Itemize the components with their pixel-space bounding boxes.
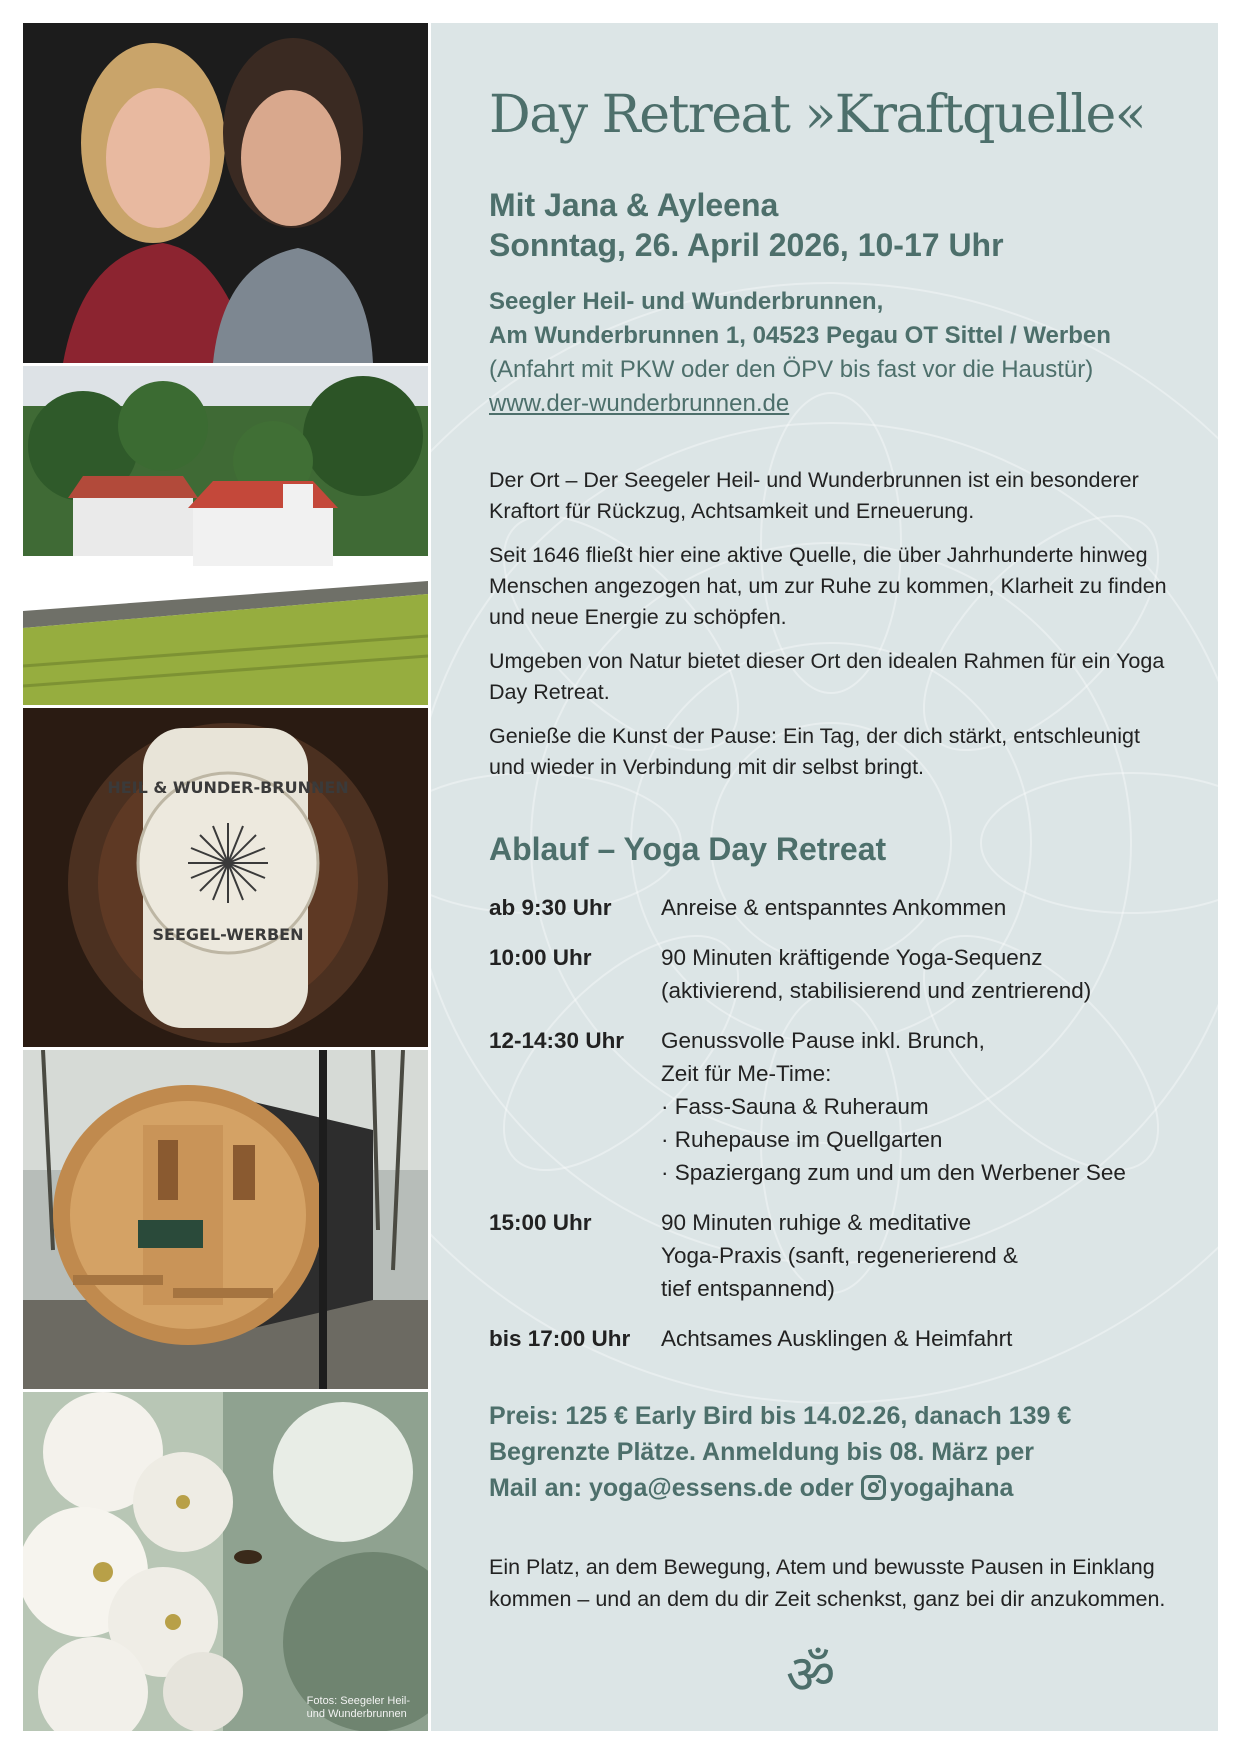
instagram-handle[interactable]: yogajhana xyxy=(889,1474,1014,1502)
contact-email[interactable]: Mail an: yoga@essens.de oder xyxy=(489,1474,854,1502)
travel-note: (Anfahrt mit PKW oder den ÖPV bis fast vor die Haustür) xyxy=(489,356,1094,383)
description xyxy=(489,465,1179,796)
instagram-icon xyxy=(861,1475,886,1500)
venue-name: Seegler Heil- und Wunderbrunnen, xyxy=(489,288,884,315)
schedule-desc xyxy=(661,941,1209,1007)
photo-bottle-stamp xyxy=(23,708,428,1047)
schedule-line: Yoga-Praxis (sanft, regenerierend & xyxy=(661,1243,1018,1268)
paragraph: Seit 1646 fließt hier eine aktive Quelle, die über Jahrhunderte hinweg Menschen angezogen hat, um zur Ruhe zu kommen, Klarheit zu finden und neue Energie zu schöpfen. xyxy=(489,543,1167,629)
schedule-line: Genussvolle Pause inkl. Brunch, xyxy=(661,1028,985,1053)
schedule-desc xyxy=(661,891,1209,924)
hosts-line: Mit Jana & Ayleena xyxy=(489,187,779,223)
schedule-line: · Spaziergang zum und um den Werbener See xyxy=(661,1160,1126,1185)
price-block xyxy=(489,1398,1071,1506)
photo-credit-line2: und Wunderbrunnen xyxy=(306,1708,407,1720)
schedule-desc xyxy=(661,1206,1209,1305)
schedule-line: 90 Minuten ruhige & meditative xyxy=(661,1210,972,1235)
photo-white-flowers xyxy=(23,1392,428,1731)
schedule-line: (aktivierend, stabilisierend und zentrierend) xyxy=(661,978,1092,1003)
schedule-line: 90 Minuten kräftigende Yoga-Sequenz xyxy=(661,945,1043,970)
stamp-text-top: HEIL & WUNDER-BRUNNEN xyxy=(107,778,349,797)
page-title: Day Retreat »Kraftquelle« xyxy=(489,85,1146,145)
price-line: Preis: 125 € Early Bird bis 14.02.26, danach 139 € xyxy=(489,1402,1072,1430)
photo-barrel-sauna xyxy=(23,1050,428,1389)
schedule-time: 15:00 Uhr xyxy=(489,1210,592,1235)
photo-credit xyxy=(307,1695,410,1721)
date-line: Sonntag, 26. April 2026, 10-17 Uhr xyxy=(489,227,1004,263)
paragraph: Umgeben von Natur bietet dieser Ort den idealen Rahmen für ein Yoga Day Retreat. xyxy=(489,649,1165,704)
registration-line: Begrenzte Plätze. Anmeldung bis 08. März per xyxy=(489,1438,1035,1466)
schedule-line: · Ruhepause im Quellgarten xyxy=(661,1127,943,1152)
schedule-item xyxy=(489,1322,1209,1355)
location-block xyxy=(489,285,1111,421)
contact-line xyxy=(489,1470,1071,1506)
schedule-time: bis 17:00 Uhr xyxy=(489,1326,631,1351)
schedule-item xyxy=(489,1024,1209,1189)
schedule-item xyxy=(489,891,1209,924)
om-symbol-icon: ॐ xyxy=(786,1643,836,1706)
schedule-list xyxy=(489,891,1209,1355)
schedule-time: ab 9:30 Uhr xyxy=(489,895,612,920)
schedule-item xyxy=(489,1206,1209,1305)
venue-website-link[interactable]: www.der-wunderbrunnen.de xyxy=(489,390,790,417)
schedule-time: 10:00 Uhr xyxy=(489,945,592,970)
photo-credit-line1: Fotos: Seegeler Heil- xyxy=(306,1695,410,1707)
schedule-line: Achtsames Ausklingen & Heimfahrt xyxy=(661,1326,1013,1351)
paragraph: Genieße die Kunst der Pause: Ein Tag, der dich stärkt, entschleunigt und wieder in Verbindung mit dir selbst bringt. xyxy=(489,724,1140,779)
photo-estate xyxy=(23,366,428,705)
schedule-heading: Ablauf – Yoga Day Retreat xyxy=(489,831,887,867)
schedule-line: Anreise & entspanntes Ankommen xyxy=(661,895,1007,920)
schedule-item xyxy=(489,941,1209,1007)
photo-column xyxy=(23,23,428,1731)
subtitle xyxy=(489,185,1004,265)
venue-address: Am Wunderbrunnen 1, 04523 Pegau OT Sittel / Werben xyxy=(489,322,1111,349)
schedule-desc xyxy=(661,1322,1209,1355)
paragraph: Der Ort – Der Seegeler Heil- und Wunderbrunnen ist ein besonderer Kraftort für Rückzug, Achtsamkeit und Erneuerung. xyxy=(489,468,1139,523)
schedule-line: tief entspannend) xyxy=(661,1276,835,1301)
closing-text: Ein Platz, an dem Bewegung, Atem und bewusste Pausen in Einklang kommen – und an dem du dir Zeit schenkst, ganz bei dir anzukommen. xyxy=(489,1555,1166,1611)
schedule-line: · Fass-Sauna & Ruheraum xyxy=(661,1094,929,1119)
schedule-line: Zeit für Me-Time: xyxy=(661,1061,832,1086)
schedule-time: 12-14:30 Uhr xyxy=(489,1028,625,1053)
info-panel xyxy=(431,23,1218,1731)
photo-hosts xyxy=(23,23,428,363)
stamp-text-bottom: SEEGEL-WERBEN xyxy=(152,925,304,944)
schedule-desc xyxy=(661,1024,1209,1189)
